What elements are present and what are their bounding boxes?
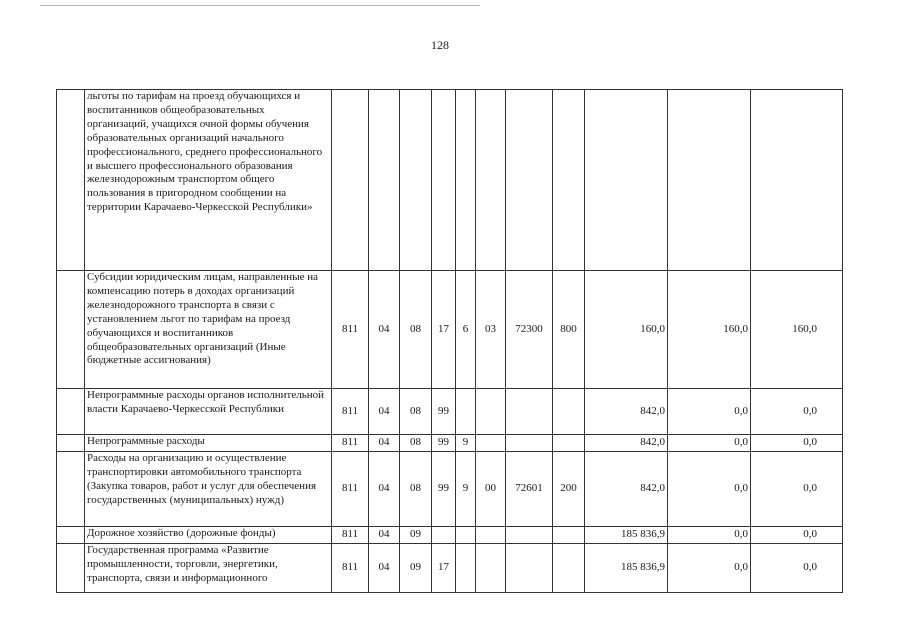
cell-ministry-code: 811	[332, 527, 369, 544]
cell-direction-code	[506, 544, 553, 593]
cell-expense-type-code: 800	[553, 271, 585, 389]
cell-activity-code	[476, 544, 506, 593]
cell-program-code	[432, 527, 456, 544]
cell-amount-1: 160,0	[585, 271, 668, 389]
cell-amount-1: 842,0	[585, 389, 668, 435]
row-name: Субсидии юридическим лицам, направленные на компенсацию потерь в доходах организаций железнодорожного транспорта в связи с установлением льгот по тарифам на проезд обучающихся и воспитанников общеобразовательных организаций (Иные бюджетные ассигнования)	[85, 271, 332, 389]
cell-amount-2: 0,0	[668, 435, 751, 452]
cell-ministry-code: 811	[332, 389, 369, 435]
cell-subprogram-code	[456, 527, 476, 544]
cell-amount-3	[751, 90, 843, 271]
row-number-cell	[57, 435, 85, 452]
cell-amount-3: 160,0	[751, 271, 843, 389]
table-row	[57, 90, 843, 271]
cell-amount-2: 0,0	[668, 527, 751, 544]
cell-subprogram-code: 9	[456, 435, 476, 452]
cell-section-code	[369, 90, 400, 271]
cell-ministry-code: 811	[332, 271, 369, 389]
cell-amount-1: 842,0	[585, 452, 668, 527]
cell-subsection-code: 09	[400, 527, 432, 544]
cell-program-code: 99	[432, 389, 456, 435]
row-number-cell	[57, 452, 85, 527]
cell-program-code: 99	[432, 452, 456, 527]
cell-amount-3: 0,0	[751, 435, 843, 452]
row-number-cell	[57, 544, 85, 593]
page-number: 128	[431, 38, 449, 52]
row-number-cell	[57, 90, 85, 271]
cell-amount-3: 0,0	[751, 527, 843, 544]
cell-direction-code	[506, 527, 553, 544]
row-name: Дорожное хозяйство (дорожные фонды)	[85, 527, 332, 544]
cell-subprogram-code: 9	[456, 452, 476, 527]
cell-subprogram-code: 6	[456, 271, 476, 389]
cell-section-code: 04	[369, 452, 400, 527]
table-row	[57, 435, 843, 452]
cell-expense-type-code	[553, 435, 585, 452]
cell-amount-1: 842,0	[585, 435, 668, 452]
cell-subprogram-code	[456, 544, 476, 593]
cell-subprogram-code	[456, 90, 476, 271]
cell-subsection-code: 08	[400, 271, 432, 389]
cell-activity-code	[476, 527, 506, 544]
row-number-cell	[57, 389, 85, 435]
row-name: льготы по тарифам на проезд обучающихся и воспитанников общеобразовательных организаций, учащихся очной формы обучения образовательных организаций начального профессионального, среднего профессионального и высшего профессионального образования железнодорожным транспортом общего пользования в пригородном сообщении на территории Карачаево-Черкесской Республики»	[85, 90, 332, 271]
cell-section-code: 04	[369, 544, 400, 593]
cell-program-code: 17	[432, 271, 456, 389]
cell-activity-code	[476, 435, 506, 452]
cell-amount-3: 0,0	[751, 389, 843, 435]
budget-table	[56, 89, 843, 593]
cell-program-code: 99	[432, 435, 456, 452]
cell-amount-2: 0,0	[668, 544, 751, 593]
cell-subsection-code: 08	[400, 452, 432, 527]
cell-expense-type-code	[553, 544, 585, 593]
cell-subsection-code: 08	[400, 435, 432, 452]
cell-program-code: 17	[432, 544, 456, 593]
cell-section-code: 04	[369, 271, 400, 389]
cell-ministry-code	[332, 90, 369, 271]
row-name: Непрограммные расходы	[85, 435, 332, 452]
cell-subsection-code	[400, 90, 432, 271]
cell-activity-code: 00	[476, 452, 506, 527]
cell-direction-code: 72300	[506, 271, 553, 389]
cell-section-code: 04	[369, 527, 400, 544]
cell-expense-type-code	[553, 389, 585, 435]
cell-amount-2: 0,0	[668, 452, 751, 527]
cell-amount-1: 185 836,9	[585, 527, 668, 544]
table-row	[57, 452, 843, 527]
table-body	[57, 90, 843, 593]
cell-direction-code	[506, 90, 553, 271]
cell-amount-2	[668, 90, 751, 271]
row-number-cell	[57, 527, 85, 544]
cell-amount-3: 0,0	[751, 452, 843, 527]
row-name: Расходы на организацию и осуществление транспортировки автомобильного транспорта (Закупка товаров, работ и услуг для обеспечения государственных (муниципальных) нужд)	[85, 452, 332, 527]
cell-activity-code: 03	[476, 271, 506, 389]
cell-direction-code	[506, 435, 553, 452]
cell-amount-1: 185 836,9	[585, 544, 668, 593]
table-row	[57, 389, 843, 435]
cell-subprogram-code	[456, 389, 476, 435]
row-number-cell	[57, 271, 85, 389]
cell-amount-3: 0,0	[751, 544, 843, 593]
top-rule	[40, 5, 480, 6]
table-row	[57, 271, 843, 389]
cell-ministry-code: 811	[332, 544, 369, 593]
row-name: Непрограммные расходы органов исполнительной власти Карачаево-Черкесской Республики	[85, 389, 332, 435]
cell-expense-type-code	[553, 527, 585, 544]
cell-expense-type-code: 200	[553, 452, 585, 527]
cell-direction-code: 72601	[506, 452, 553, 527]
cell-expense-type-code	[553, 90, 585, 271]
cell-activity-code	[476, 389, 506, 435]
cell-section-code: 04	[369, 435, 400, 452]
cell-program-code	[432, 90, 456, 271]
cell-amount-2: 0,0	[668, 389, 751, 435]
cell-amount-2: 160,0	[668, 271, 751, 389]
cell-amount-1	[585, 90, 668, 271]
row-name: Государственная программа «Развитие промышленности, торговли, энергетики, транспорта, связи и информационного	[85, 544, 332, 593]
cell-subsection-code: 08	[400, 389, 432, 435]
cell-section-code: 04	[369, 389, 400, 435]
table-row	[57, 527, 843, 544]
cell-activity-code	[476, 90, 506, 271]
cell-ministry-code: 811	[332, 435, 369, 452]
cell-ministry-code: 811	[332, 452, 369, 527]
cell-subsection-code: 09	[400, 544, 432, 593]
cell-direction-code	[506, 389, 553, 435]
table-row	[57, 544, 843, 593]
